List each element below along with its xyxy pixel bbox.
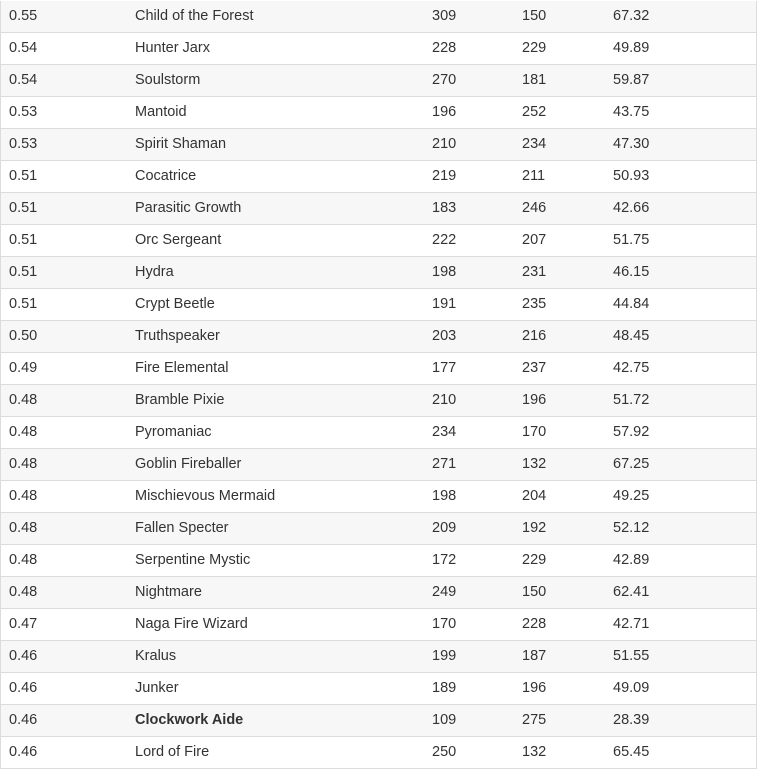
value-cell-2: 234 bbox=[522, 136, 547, 152]
value-cell-2: 246 bbox=[522, 200, 547, 216]
name-cell: Truthspeaker bbox=[135, 328, 220, 344]
percent-cell: 49.89 bbox=[613, 40, 650, 56]
percent-cell: 42.89 bbox=[613, 552, 650, 568]
percent-cell: 59.87 bbox=[613, 72, 650, 88]
score-cell: 0.51 bbox=[9, 168, 38, 184]
table-row bbox=[1, 449, 756, 481]
table-row bbox=[1, 417, 756, 449]
value-cell-2: 192 bbox=[522, 520, 547, 536]
score-cell: 0.48 bbox=[9, 488, 38, 504]
table-row bbox=[1, 737, 756, 769]
value-cell-1: 271 bbox=[432, 456, 457, 472]
value-cell-2: 275 bbox=[522, 712, 547, 728]
value-cell-2: 204 bbox=[522, 488, 547, 504]
score-cell: 0.50 bbox=[9, 328, 38, 344]
value-cell-1: 198 bbox=[432, 264, 457, 280]
name-cell: Naga Fire Wizard bbox=[135, 616, 248, 632]
percent-cell: 52.12 bbox=[613, 520, 650, 536]
score-cell: 0.54 bbox=[9, 72, 38, 88]
score-cell: 0.48 bbox=[9, 424, 38, 440]
value-cell-2: 132 bbox=[522, 456, 547, 472]
value-cell-2: 228 bbox=[522, 616, 547, 632]
value-cell-1: 109 bbox=[432, 712, 457, 728]
percent-cell: 48.45 bbox=[613, 328, 650, 344]
table-row bbox=[1, 353, 756, 385]
percent-cell: 49.25 bbox=[613, 488, 650, 504]
score-cell: 0.53 bbox=[9, 136, 38, 152]
name-cell: Pyromaniac bbox=[135, 424, 212, 440]
value-cell-1: 170 bbox=[432, 616, 457, 632]
percent-cell: 57.92 bbox=[613, 424, 650, 440]
name-cell: Kralus bbox=[135, 648, 177, 664]
percent-cell: 47.30 bbox=[613, 136, 650, 152]
percent-cell: 51.75 bbox=[613, 232, 650, 248]
score-cell: 0.48 bbox=[9, 520, 38, 536]
value-cell-1: 172 bbox=[432, 552, 457, 568]
value-cell-1: 250 bbox=[432, 744, 457, 760]
score-cell: 0.48 bbox=[9, 552, 38, 568]
percent-cell: 51.55 bbox=[613, 648, 650, 664]
percent-cell: 62.41 bbox=[613, 584, 650, 600]
value-cell-1: 209 bbox=[432, 520, 457, 536]
table-row bbox=[1, 257, 756, 289]
score-cell: 0.46 bbox=[9, 680, 38, 696]
score-cell: 0.46 bbox=[9, 648, 38, 664]
score-cell: 0.51 bbox=[9, 264, 38, 280]
percent-cell: 42.71 bbox=[613, 616, 650, 632]
name-cell: Cocatrice bbox=[135, 168, 197, 184]
value-cell-2: 211 bbox=[522, 168, 546, 184]
name-cell: Bramble Pixie bbox=[135, 392, 225, 408]
value-cell-1: 203 bbox=[432, 328, 457, 344]
value-cell-1: 249 bbox=[432, 584, 457, 600]
value-cell-2: 229 bbox=[522, 552, 547, 568]
value-cell-2: 216 bbox=[522, 328, 547, 344]
table-row bbox=[1, 193, 756, 225]
table-row bbox=[1, 577, 756, 609]
value-cell-1: 270 bbox=[432, 72, 457, 88]
name-cell: Fallen Specter bbox=[135, 520, 229, 536]
name-cell: Hunter Jarx bbox=[135, 40, 210, 56]
table-row bbox=[1, 225, 756, 257]
score-cell: 0.53 bbox=[9, 104, 38, 120]
score-cell: 0.46 bbox=[9, 712, 38, 728]
percent-cell: 28.39 bbox=[613, 712, 650, 728]
table-row bbox=[1, 641, 756, 673]
percent-cell: 49.09 bbox=[613, 680, 650, 696]
table-row bbox=[1, 321, 756, 353]
name-cell: Nightmare bbox=[135, 584, 202, 600]
percent-cell: 46.15 bbox=[613, 264, 650, 280]
value-cell-2: 237 bbox=[522, 360, 547, 376]
score-cell: 0.48 bbox=[9, 584, 38, 600]
table-row bbox=[1, 673, 756, 705]
score-cell: 0.48 bbox=[9, 456, 38, 472]
name-cell: Soulstorm bbox=[135, 72, 201, 88]
name-cell: Child of the Forest bbox=[135, 8, 254, 24]
score-cell: 0.47 bbox=[9, 616, 38, 632]
name-cell: Serpentine Mystic bbox=[135, 552, 251, 568]
table-row bbox=[1, 161, 756, 193]
value-cell-1: 219 bbox=[432, 168, 457, 184]
table-row bbox=[1, 513, 756, 545]
name-cell: Crypt Beetle bbox=[135, 296, 215, 312]
value-cell-1: 191 bbox=[432, 296, 457, 312]
percent-cell: 43.75 bbox=[613, 104, 650, 120]
value-cell-1: 210 bbox=[432, 136, 457, 152]
score-cell: 0.49 bbox=[9, 360, 38, 376]
percent-cell: 67.32 bbox=[613, 8, 650, 24]
percent-cell: 42.75 bbox=[613, 360, 650, 376]
table-row bbox=[1, 65, 756, 97]
value-cell-1: 234 bbox=[432, 424, 457, 440]
value-cell-2: 170 bbox=[522, 424, 547, 440]
percent-cell: 67.25 bbox=[613, 456, 650, 472]
name-cell: Hydra bbox=[135, 264, 174, 280]
name-cell: Spirit Shaman bbox=[135, 136, 227, 152]
name-cell: Fire Elemental bbox=[135, 360, 229, 376]
value-cell-1: 189 bbox=[432, 680, 457, 696]
score-cell: 0.51 bbox=[9, 296, 38, 312]
table-row bbox=[1, 289, 756, 321]
score-cell: 0.51 bbox=[9, 232, 38, 248]
table-row bbox=[1, 545, 756, 577]
value-cell-1: 198 bbox=[432, 488, 457, 504]
name-cell: Orc Sergeant bbox=[135, 232, 222, 248]
score-cell: 0.46 bbox=[9, 744, 38, 760]
value-cell-2: 196 bbox=[522, 392, 547, 408]
table-row bbox=[1, 609, 756, 641]
value-cell-1: 210 bbox=[432, 392, 457, 408]
table-row bbox=[1, 385, 756, 417]
value-cell-2: 150 bbox=[522, 8, 547, 24]
percent-cell: 50.93 bbox=[613, 168, 650, 184]
name-cell: Mischievous Mermaid bbox=[135, 488, 276, 504]
score-cell: 0.51 bbox=[9, 200, 38, 216]
score-cell: 0.55 bbox=[9, 8, 38, 24]
table-row bbox=[1, 33, 756, 65]
score-cell: 0.54 bbox=[9, 40, 38, 56]
table-row bbox=[1, 481, 756, 513]
table-row bbox=[1, 1, 756, 33]
value-cell-1: 177 bbox=[432, 360, 457, 376]
value-cell-2: 150 bbox=[522, 584, 547, 600]
value-cell-2: 132 bbox=[522, 744, 547, 760]
value-cell-2: 181 bbox=[522, 72, 547, 88]
value-cell-1: 309 bbox=[432, 8, 457, 24]
value-cell-2: 252 bbox=[522, 104, 547, 120]
score-cell: 0.48 bbox=[9, 392, 38, 408]
value-cell-2: 229 bbox=[522, 40, 547, 56]
percent-cell: 44.84 bbox=[613, 296, 650, 312]
data-table bbox=[0, 1, 757, 769]
percent-cell: 65.45 bbox=[613, 744, 650, 760]
name-cell: Parasitic Growth bbox=[135, 200, 242, 216]
table-row bbox=[1, 97, 756, 129]
value-cell-1: 183 bbox=[432, 200, 457, 216]
value-cell-1: 228 bbox=[432, 40, 457, 56]
value-cell-2: 207 bbox=[522, 232, 547, 248]
value-cell-1: 199 bbox=[432, 648, 457, 664]
value-cell-2: 187 bbox=[522, 648, 547, 664]
name-cell: Mantoid bbox=[135, 104, 187, 120]
value-cell-1: 196 bbox=[432, 104, 457, 120]
value-cell-2: 231 bbox=[522, 264, 547, 280]
name-cell-highlighted: Clockwork Aide bbox=[135, 712, 244, 728]
name-cell: Lord of Fire bbox=[135, 744, 210, 760]
table-row bbox=[1, 705, 756, 737]
percent-cell: 51.72 bbox=[613, 392, 650, 408]
percent-cell: 42.66 bbox=[613, 200, 650, 216]
table-row bbox=[1, 129, 756, 161]
value-cell-1: 222 bbox=[432, 232, 457, 248]
value-cell-2: 196 bbox=[522, 680, 547, 696]
name-cell: Junker bbox=[135, 680, 179, 696]
name-cell: Goblin Fireballer bbox=[135, 456, 242, 472]
value-cell-2: 235 bbox=[522, 296, 547, 312]
